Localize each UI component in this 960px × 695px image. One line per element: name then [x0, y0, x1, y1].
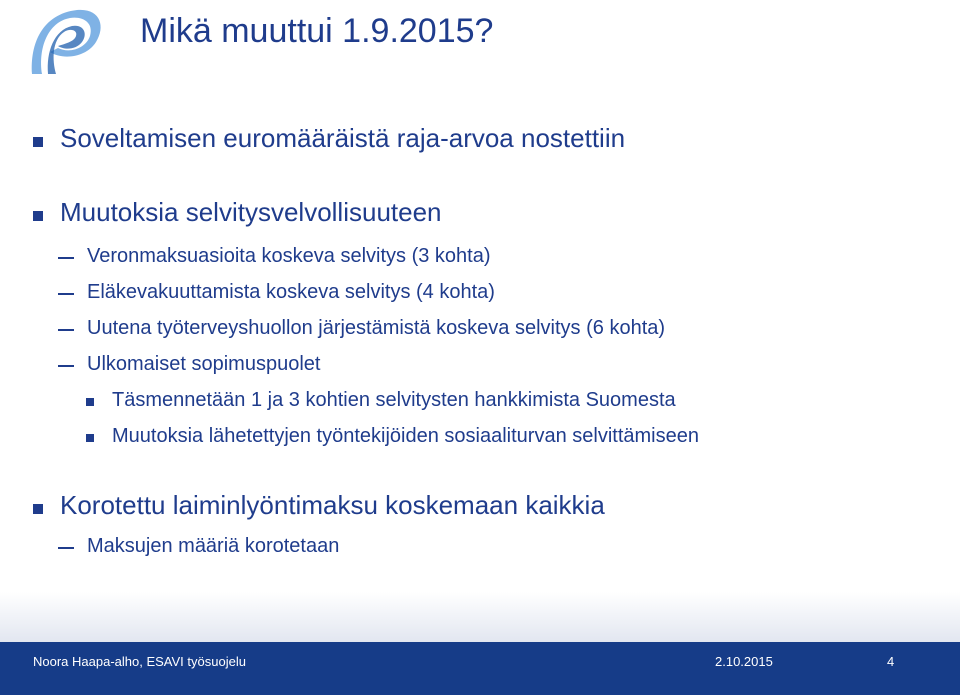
footer-gradient: [0, 592, 960, 642]
bullet-level1: Muutoksia selvitysvelvollisuuteen: [60, 197, 442, 227]
bullet-level2: Uutena työterveyshuollon järjestämistä koskeva selvitys (6 kohta): [87, 317, 666, 339]
bullet-level2: Eläkevakuuttamista koskeva selvitys (4 kohta): [87, 281, 495, 303]
dash-bullet-icon: [58, 257, 74, 259]
slide-title: Mikä muuttui 1.9.2015?: [140, 12, 494, 50]
bullet-level2: Maksujen määriä korotetaan: [87, 535, 340, 557]
bullet-square-icon: [33, 137, 43, 147]
bullet-square-icon: [33, 504, 43, 514]
bullet-square-small-icon: [86, 398, 94, 406]
bullet-level1: Korotettu laiminlyöntimaksu koskemaan kaikkia: [60, 490, 605, 520]
bullet-square-small-icon: [86, 434, 94, 442]
footer-page-number: 4: [887, 654, 895, 669]
dash-bullet-icon: [58, 547, 74, 549]
bullet-level3: Muutoksia lähetettyjen työntekijöiden sosiaaliturvan selvittämiseen: [112, 425, 699, 447]
logo-icon: [22, 4, 106, 80]
bullet-level2: Ulkomaiset sopimuspuolet: [87, 353, 321, 375]
bullet-square-icon: [33, 211, 43, 221]
footer-date: 2.10.2015: [715, 654, 773, 669]
bullet-level3: Täsmennetään 1 ja 3 kohtien selvitysten hankkimista Suomesta: [112, 389, 676, 411]
bullet-level1: Soveltamisen euromääräistä raja-arvoa nostettiin: [60, 123, 626, 153]
dash-bullet-icon: [58, 293, 74, 295]
bullet-level2: Veronmaksuasioita koskeva selvitys (3 kohta): [87, 245, 491, 267]
dash-bullet-icon: [58, 365, 74, 367]
dash-bullet-icon: [58, 329, 74, 331]
footer-author: Noora Haapa-alho, ESAVI työsuojelu: [33, 654, 246, 669]
